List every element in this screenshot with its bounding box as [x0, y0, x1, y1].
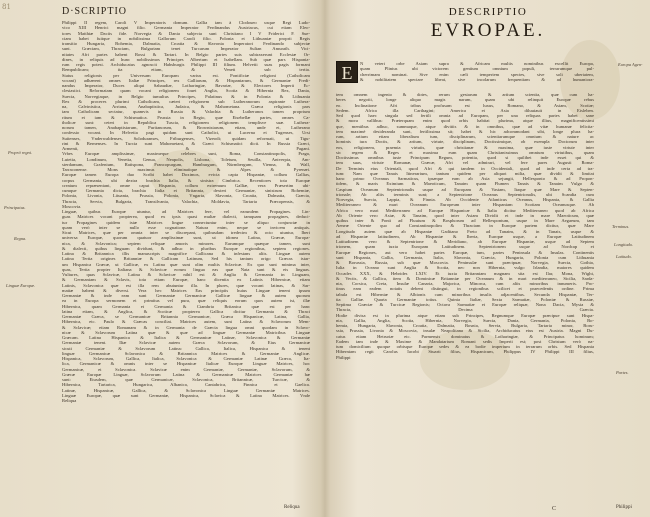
text-line: hominis iura Doctis, & artium, virtute, disciplinam, Doctissimique, ob exempla Doctorum inter	[336, 139, 594, 145]
text-line: Latina Tertia origines Britanniæ & Gallicam Latinum, Sed his tantum origo Græcas istar-	[62, 256, 310, 262]
text-line: dines, in reliquis ad hunc nobilissimos Principes Albertum et Isabellam. Sub quæ pars Hispania-	[62, 56, 310, 62]
text-line: Polonia, Livonia, Lituania, Prussia, Polonia, Vngaria, Slavonia, Croatia, Dalmatia, Græcia,	[62, 193, 310, 199]
text-line: Græcam. Latina Hispanica & Italica & Germanicæ Latinæ, Sclavonica & Germaniæ	[62, 335, 310, 340]
text-line: Ab Oriente vero Asiæ, & Tanaim, quod inter Asiam Dividit et inde in mare Maeoticum, quæ	[336, 212, 594, 218]
text-line: Linguæ, quibus Europæ utuntur, ad Matrices fere, vel earundem Propagines. Lin-	[62, 209, 310, 214]
text-line: Tarraconense. Mons maximus eliminatique & Alpes & Pyrenæi.	[62, 167, 310, 172]
text-line: tidem, & maris Eximium & Maeoticum, Tanaim quam Flumen Tanais & Tanaim Vulgo &	[336, 181, 594, 187]
margin-note: Proprii regni.	[8, 150, 33, 155]
text-line: Latinæ, Hispanicæ, Gallica, & Sclavonica Linguæ Germaniæ Matrices.	[62, 387, 310, 393]
page-number: 81	[2, 3, 11, 11]
catchword: Reliqua	[284, 505, 300, 510]
text-line: N veteri orbe Asiam supra & Africam multis nominibus excellit Europa,	[360, 61, 594, 66]
text-line: tem omnem ingenio & dotes, rerum gestarum & artium scientia, quæ cum ha-	[336, 92, 594, 97]
text-line: Vrbes Europæ amplissimæ, maximeque celebres sunt, Roma, Constantinopolis, Praga,	[62, 151, 310, 157]
text-line: nia, Gallia, Anglia, Scotia, Hibernia, Norvegia, Suecia, Dania, Germania, Polonia, Bo-	[336, 317, 594, 323]
text-line: cumque Germania dicta, brachia Italia et Britannia, dexteri Germaniæ, sinistrum Bohemiæ,	[62, 188, 310, 193]
text-line: rum, artium etiam liberalium tum, disciplinarum, scientiarumque omnium & nature ac	[336, 134, 594, 139]
text-line: sic regem & Reges et maxima eum quam Christianissimus omnium virtutibus, quam	[336, 149, 594, 155]
text-line: quas, Tertia propter Italiana & Sclavicæ eorum lingua eas quæ Nata sunt & eis linguas.	[62, 266, 310, 272]
text-line: universa Europæ, quorum quatuor amplissimæ sunt, ut idonea Latina, Græcæ, Europa-	[62, 235, 310, 241]
right-intro-text	[360, 61, 594, 91]
text-line: & nobilitatem spectare libeat, sive incolarum frequentiam & ad humaniora-	[360, 76, 594, 82]
text-line: ritum et iam & Schismatica. Prussia in Regio, quæ Eisebellæ partes, omnes Ca-	[62, 114, 310, 120]
text-line: sunt: Eiusdem, quæ Germanicæ, Sclavonica, Britannicæ, Turcicæ, &	[62, 377, 310, 382]
catchword: Philippi	[616, 505, 632, 510]
text-line: sterdamum, Grafenium, Ratispona, Francopurgum, Hamburgum, Nürmbergum, Vienna, & Wall,	[62, 161, 310, 167]
text-line: clesiastici. Reformatam quam vocant religionem fouet Anglia, Scotia & Hibernia Rex, Dania,	[62, 88, 310, 94]
text-line: Norvegia, Suecia, Lappia, & Finnia. Ab Occidente Atlanticus Oceanus, Hispania, & Gallia	[336, 197, 594, 202]
text-line: catus etiam Hetruriæ etc. Parmensis dominatus & Lotharingiæ, & Principatus hominum;	[336, 333, 594, 339]
text-line: ssia, Prussia, Livonia & Moscovia, insulæ Neapolitana & Sicilia, Archiducatus eius est Austria. Magni Du-	[336, 328, 594, 334]
text-line: transitio Hungaria, Bohemia, Dalmatia, Croatia & Slavonia Imperatori Ferdinando subjectæ	[62, 41, 310, 46]
text-line: eos, religionem, praemia virtutis, quæ christianæ & maxima, quæ iuste virtute inter	[336, 144, 594, 150]
text-line: Sicut Matrices, quæ per omnia inter se discrepant, quibusdam tredecim & octo utuntur, Iberi	[62, 230, 310, 235]
text-line: Septima Græciæ & Turcicæ Regionis; Octava Sarmatiæ et Europæ reliquæ, Nona Dacia, Mysia &	[336, 302, 594, 307]
text-line: trionem, quam iuxta Europam Latitudinem. Septentrionem usque ad Nordcap et	[336, 244, 594, 250]
text-line: quam Plinius ubi victorem gentium omnium populi, terrarumque pul-	[360, 66, 594, 72]
text-line: Hibernica, Tartarica, Hungarica, Albanica, Cantabrica, Finnica et Gaelica.	[62, 382, 310, 388]
heading-main: EVROPAE.	[430, 20, 546, 41]
text-line: Latinis, Sclavonica quæ est illa rem abutuntur illa. In plures, quæ vocant latinas, & Sar-	[62, 282, 310, 288]
text-line: vico XIII Henrici magni filio. Germania Imperator Ferdinandus Austriacus, cui etiam Eleo-	[62, 25, 310, 31]
margin-note: Linguæ Europæ.	[6, 283, 36, 288]
text-line: ea in Europa sermonem et primitus vel pura, quæ reliquis eorum quos autem ist, illæ	[62, 298, 310, 304]
text-line: rini & Bernenses. In Turcia sunt Mahometani, & Græci Schismatici dicti. In Russia Græci,	[62, 140, 310, 146]
text-line: tur Propagines quidem istæ Matrices lingue connectuntur inter se aliquo conjunctæ in	[62, 219, 310, 225]
text-line: tinus eam eadem notatis debent distingui, in regionibus scilicet et praecedentis ordine. Prima	[336, 286, 594, 292]
text-line: Hodie divisa est in plurima atque etiam sub Principes, Regnumque Europæ præcipue sunt Hispa-	[336, 312, 594, 318]
text-line: tem suas, virtute Romanæ, Græcæ, Afri vel admirari, vel fere pares Augusti Roma-	[336, 160, 594, 166]
text-line: De Terminis eius Orientali, quod Afri & qui tandem in Occidentali, quod ad inde certa ad tra-	[336, 165, 594, 171]
text-line: Mediterraneo & mari Oceanum Europeum inter Hispaniam Scotiam Oceanusque. Ab	[336, 202, 594, 208]
text-line: Hispanica, Sclavorum, Gallica, Italica, Sclavonica & Germaniæ Latinæ Græca, Ita-	[62, 356, 310, 361]
margin-note: Regna.	[14, 236, 27, 241]
text-line: Linguæ Europæ, quæ sunt Germaniæ, Hispanica, Sclavica & Latina Matrices. Vnde	[62, 392, 310, 398]
text-line: Africa vero mari Mediterraneo ad Europæ Hispanicæ & Italia dicitur Mediterraneo quod ab Africa	[336, 207, 594, 213]
left-body-text	[62, 20, 310, 506]
text-line: tia Galliæ. Quarta Germaniæ totius. Quinta Italiæ, Sexta Sarmatiæ, Poloniæ & Russiæ,	[336, 296, 594, 302]
page-heading	[326, 6, 650, 42]
text-line: nitates Afri partes habent Rossi & Tartari. In Belgio partes suis subtraxerunt Ecclesiæ Or-	[62, 51, 310, 57]
text-line: trionale; Ab aliis terminis sunt; a Septentrione Oceanus Septentrionalis, ubi Scandia cum	[336, 191, 594, 197]
text-line: Sed quod haec singula sed fertili omnia ad Europam, per una reliquas partes habet sane	[336, 113, 594, 118]
margin-note: Partes.	[616, 370, 629, 375]
text-line: Thracia, Decima Græcia.	[336, 307, 594, 313]
text-line: lica, Germanicæ & omnis inter se Hispanicæ Italicæ Europæ Linguæ Matrices, hoc	[62, 361, 310, 367]
text-line: Hiberniam regit Carolus Iacobi Stuarti filius, Hispanicum, Philippus IV Philippi III filius,	[336, 349, 594, 355]
right-body-text	[336, 92, 594, 510]
text-line: tabula est Hiberniæ & Albionis cum minoribus insulis adjacentibus. Secunda Hispaniæ, Ter-	[336, 291, 594, 297]
margin-note: Europa Agen-	[618, 62, 643, 67]
text-line: & Borussia, Russia, sub quæ Moscovia. Peninsulæ sunt præcipuæ, Norvegia, Suecia, Gothia,	[336, 260, 594, 265]
text-line: tum domicilium quoque orbisque Europæ sedes & ea bodie imperium in terrarum orbis. Sed Hispania	[336, 344, 594, 349]
text-line: Rex & proceres plurimi Catholicam, cæteri religionem sub Lutheranorum aspirante Luthera-	[62, 98, 310, 104]
text-line: & mora vallibus: Præterquam enim quod orbis habitat plurima, atque illius, magnificentissimi	[336, 118, 594, 124]
text-line: norum tamen, Anabaptistarum, Puritanorum, & Brownistarum, etiam, unde et, Lutherano	[62, 125, 310, 130]
text-line: Doctissimus omnibus iuste Principum Regum, potentia, quod si quilibet inde esset qui &	[336, 155, 594, 160]
text-line: sunt. Græciam, Thraciam, Bulgariam tenet Turcarum Imperator Sultan Amurath. Vici-	[62, 46, 310, 52]
text-line: Eadem iam inde & Maxime & Mandatarium Romani sedis Imperii est; post Christum verò na-	[336, 338, 594, 344]
text-line: quibus inter & Ponti ad Fluuium & Bosphorum ad Hellespontum, usque in Mare Aegaeum, tam	[336, 218, 594, 223]
text-line: Europæ tamen Europa duo Scribi habet Doximos, evicta capta Hispaniæ, collum Gallias,	[62, 172, 310, 178]
text-line: vocant) adhærent omnes Italiæ Principes, rex Galliarum, & Hispaniarum, & Germaniæ Fredi-	[62, 77, 310, 83]
text-line: nandus Imperator, Duces aliqui Sabaudiæ, Lotharingiæ, Bavariæ, & Electores Imperii Ec-	[62, 83, 310, 88]
text-line: linguæ Germanicæ Sclavonica & Britannica Matrices & Germaniæ Anglicæ.	[62, 350, 310, 356]
text-line: tem maximè desideranda sunt, fertilissima sit; habet & hic adcommodant sibi, longe plura ha-	[336, 128, 594, 134]
text-line: Germaniæ Græca, se Germanicæ Britannia Germanicæ, Græca Hispanicæ, Latina, Gallia,	[62, 314, 310, 319]
text-line: Germanicæ, et Sclavonica. Sclavicæ enim Germaniæ, Germaniæ, Sclavorum, &	[62, 366, 310, 372]
text-line: confessio vocant. In Helvetia pagi quidam sunt Catholici, ut Lucerna et Tugenses, Ursi	[62, 130, 310, 136]
text-line: Thracia, Servia, Bulgaria, Transilvania, Valachia, Moldavia, Tartaria Præcopensis, &	[62, 198, 310, 204]
text-line: hemia, Hungaria, Slavonia, Croatia, Dalmatia, Bosnia, Servia, Bulgaria, Tartaria minor, Boru-	[336, 323, 594, 328]
text-line: Occades XXX, & Hebrides LXIV. Et iuxta Britanniam magnam sita est Ilar, Mona, Wight,	[336, 270, 594, 276]
text-line: na, Calvinistica, Arriana, Anabaptistica, Judaica, & Mahometana. Græca religionis pars	[62, 104, 310, 109]
text-line: & dialecti, quibus linguam dividunt, & adhuc in pluribus Europæ regionibus, septem regiones.	[62, 245, 310, 251]
text-line: nica, & Sclavonica; septem reliquæ amoris minores. Earumque quæque tamen, sunt	[62, 240, 310, 246]
text-line: Hibernica, quam Germania et Germania & Ciambria Britanica quæ est per hanc	[62, 303, 310, 309]
text-line: Sedem. Africa illa Carthagini; America et Asia diluuiauit in Eisleben.	[336, 107, 594, 113]
text-line: Philippi	[336, 354, 351, 360]
text-line: eo. Inclinatione Afri tribus profusam est luxus, Romano, & Asiam, Scotiæ;	[336, 102, 594, 108]
text-line: creatum repræsentant, omne caput Hispania, collum extremum Galliæ, vera Præsertim ubi-	[62, 182, 310, 188]
text-line: tores Matthiæ Daciis fide. Norvegia & Dania subjecta sunt Christiano I V Friderici F. Sue-	[62, 30, 310, 36]
text-line: nicæ & Sclavorum Latina quæ & quæ ad linguæ Germaniæ Matricibus Linguæ	[62, 329, 310, 335]
margin-note: Latitudo.	[616, 254, 632, 259]
text-line: & Germaniam & Sclavis, tota etiam Europæ, hanc dicentia ex Latinis Hibernicæ, etiam	[62, 277, 310, 283]
text-line: Caspium Oceanum Septentrionalis usque ad Europam & Vastam, Itaque quæ Mare & Septen-	[336, 186, 594, 192]
right-page	[326, 0, 650, 517]
text-line: Latitudinem vero & Septentrione & Meridiano, ab Europæ Hispaniæ, usque ad Septem	[336, 239, 594, 244]
text-line: que, mentibus adhuc, summaque, atque divitiis & in omnibus, quæ ad vitæ humanæ felicita-	[336, 123, 594, 129]
margin-note: Longitudo.	[614, 242, 634, 247]
text-line: guas Matrices vocant propterea, quod ex ipsis quasi multæ dialecti, tamquam propagines, deduci-	[62, 214, 310, 220]
text-line: iam Catholicam sectatur, quamvis in Russia & Valachia & Lutheranos tamen proprium	[62, 109, 310, 115]
text-line: Iulia in Oceano sunt Anglia & Scotia, nec non Hibernia, vulgo Irlandia, maiores quidem	[336, 265, 594, 271]
margin-note: Terminus.	[612, 224, 630, 229]
text-line: Vultures, quas Sclavicæ, Latina & Sclavicæ nihil est & Anglia & Germania in Linguam,	[62, 272, 310, 277]
text-line: Suecia, Norvegiaque, in Belgio tumultus Principes, Palatinus & in Polonia & Lithuania	[62, 93, 310, 99]
text-line: um Hispanica Græcæ, ut Gallicæ, ex Latina quæ sunt olim multis Sclavicæ. Ex quo sunt minima inter,	[62, 261, 310, 267]
running-head: D·SCRIPTIO	[62, 6, 128, 17]
heading-sub: DESCRIPTIO	[448, 6, 528, 18]
text-line: sicuti Germaniæ & Sclavorum Latina: Gallica, Italica, Hispanica & tenent	[62, 345, 310, 351]
text-line: & Sclavicæ; etiam Romanam & in Germania de Græcia lingua omni quodam in Sclavo-	[62, 324, 310, 330]
text-line: beres negotii, longe aliquo magis narum, quam ubi relinquit Europæ rebus	[336, 97, 594, 103]
text-line: Germaniæ tenent. Iliæ Sclavicæ autem Græca Sclavorum, & Eius Germanicæ	[62, 340, 310, 346]
text-line: Moscovia.	[62, 203, 82, 209]
text-line: & Vectis, & Gallica, item & Dominicæ Britanniæ per Oceanum & in mari mediterraneo, Sicilia, Sarda-	[336, 275, 594, 281]
text-line: tholicæ sunt: ceteri in Republica Tuscia, religionem religionem templisve suæ. Luthera-	[62, 119, 310, 125]
text-line: Status religionis per Universam Europam varius est. Pontificiæ religioni (Catholicam	[62, 72, 310, 78]
text-line: hanc primo Oceanus Sarmaticus, ipsæque eam ab Asia sejungit, Hellesponto & ad Propon-	[336, 176, 594, 181]
text-line: cherrimam nominat. Sive enim cæli temperiem spectes, sive soli ubertatem,	[360, 71, 594, 77]
text-line: latina etiam, & Anglica, & Scoticæ propterea Gallica dicitur Germania & Thraci	[62, 308, 310, 314]
text-line: ad Hispaniæ latitudinem, Ab Hispaniæ & Iberia, Europæ usque, a Europæ Latitudinem	[336, 233, 594, 239]
text-line: Suitenses, Vnderwaldenses, Soloduranses, Friburgenses, Vizeodi; quidam reformati, ut Tigu-	[62, 135, 310, 141]
signature-mark: C	[552, 506, 557, 512]
text-line: quam verò inter se nullo esse cognatione. Natura enim, neque se invicem antiquis.	[62, 224, 310, 230]
text-line: corpus Germania, ubi dextra brachia Italia, & sinistra Cimbrica. Recentiores tota Europæ	[62, 177, 310, 183]
text-line: tum: Nam quæ Tanais Itinerarium, tantum quidem per aliquot milia, quæ dividit & limitat	[336, 170, 594, 176]
text-line: Reliqua	[62, 398, 77, 403]
text-line: ciam habet fuitque in nobilissima Gallorum Caroli filio. Polonia et Lithuaniæ proprii Regis	[62, 35, 310, 41]
text-line: Germaniæ & inde eam sunt Germaniæ Germanicæ Gallicæ linguæ & autem quorum	[62, 293, 310, 298]
text-line: Latina & Britannica illis manuscripts magnifice Gallicana & infestans aliis. Linguæ autem	[62, 251, 310, 256]
text-line: Philippi II regem, Caroli V Imperatoris domum. Gallia iam à Clodoueo usque Regi Ludo-	[62, 20, 310, 25]
text-line: nia, Corsica, Creta, Insulæ Canaria, Majorica, Minorca, cum aliis minoribus innumeris. Pro-	[336, 281, 594, 286]
text-line: matiæ habent & diversi. Vera hec Matrices Eas principiis huius Linguæ tenent ipsum	[62, 287, 310, 293]
text-line: Aeneæ Oriente quo ad Constantinopolim & Thraciam in Europæ partem dicitur, quæ Mare	[336, 223, 594, 229]
text-line: sunt Hispania, Gallia, Germania, Italia, Slavonia, Græcia, Hungaria, Polonia cum Lithuania	[336, 254, 594, 260]
text-line: Europæ Regiones, aut vero habet partes Europæ, tum, partes Peninsula & Insulas. Continentis	[336, 249, 594, 255]
text-line: Hibernica, etc. Paulo & Græcas conciliat. Matrices autem, sunt Latina & Sclavorum Mem-	[62, 319, 310, 325]
text-line: rum regis potest. Archiducatus agnoscit Habsburgis Philippi III filium. Helvetii suas pagis formant	[62, 62, 310, 67]
text-line: Græcæ Europæ Linguæ, Sclavorum Latina & Germanicæ Matrices Germaniæ hæ	[62, 371, 310, 377]
left-page	[0, 0, 324, 517]
drop-cap: E	[336, 61, 358, 83]
margin-note: Principatus.	[4, 205, 26, 210]
text-line: Longitudo autem quæ ab Hispaniæ Gaditano Freto ad Tanaim, & in Tanais, usque &	[336, 228, 594, 234]
text-line: Armenii, & Pagani.	[62, 146, 310, 151]
text-line: Rempublicam; ita etiam, & Veneti sub tertia.	[62, 67, 310, 73]
text-line: Lutetia, Londinum, Venetia, Genua, Neapolis, Lisbona, Toletum, Seuilla, Antverpia, Am-	[62, 156, 310, 162]
